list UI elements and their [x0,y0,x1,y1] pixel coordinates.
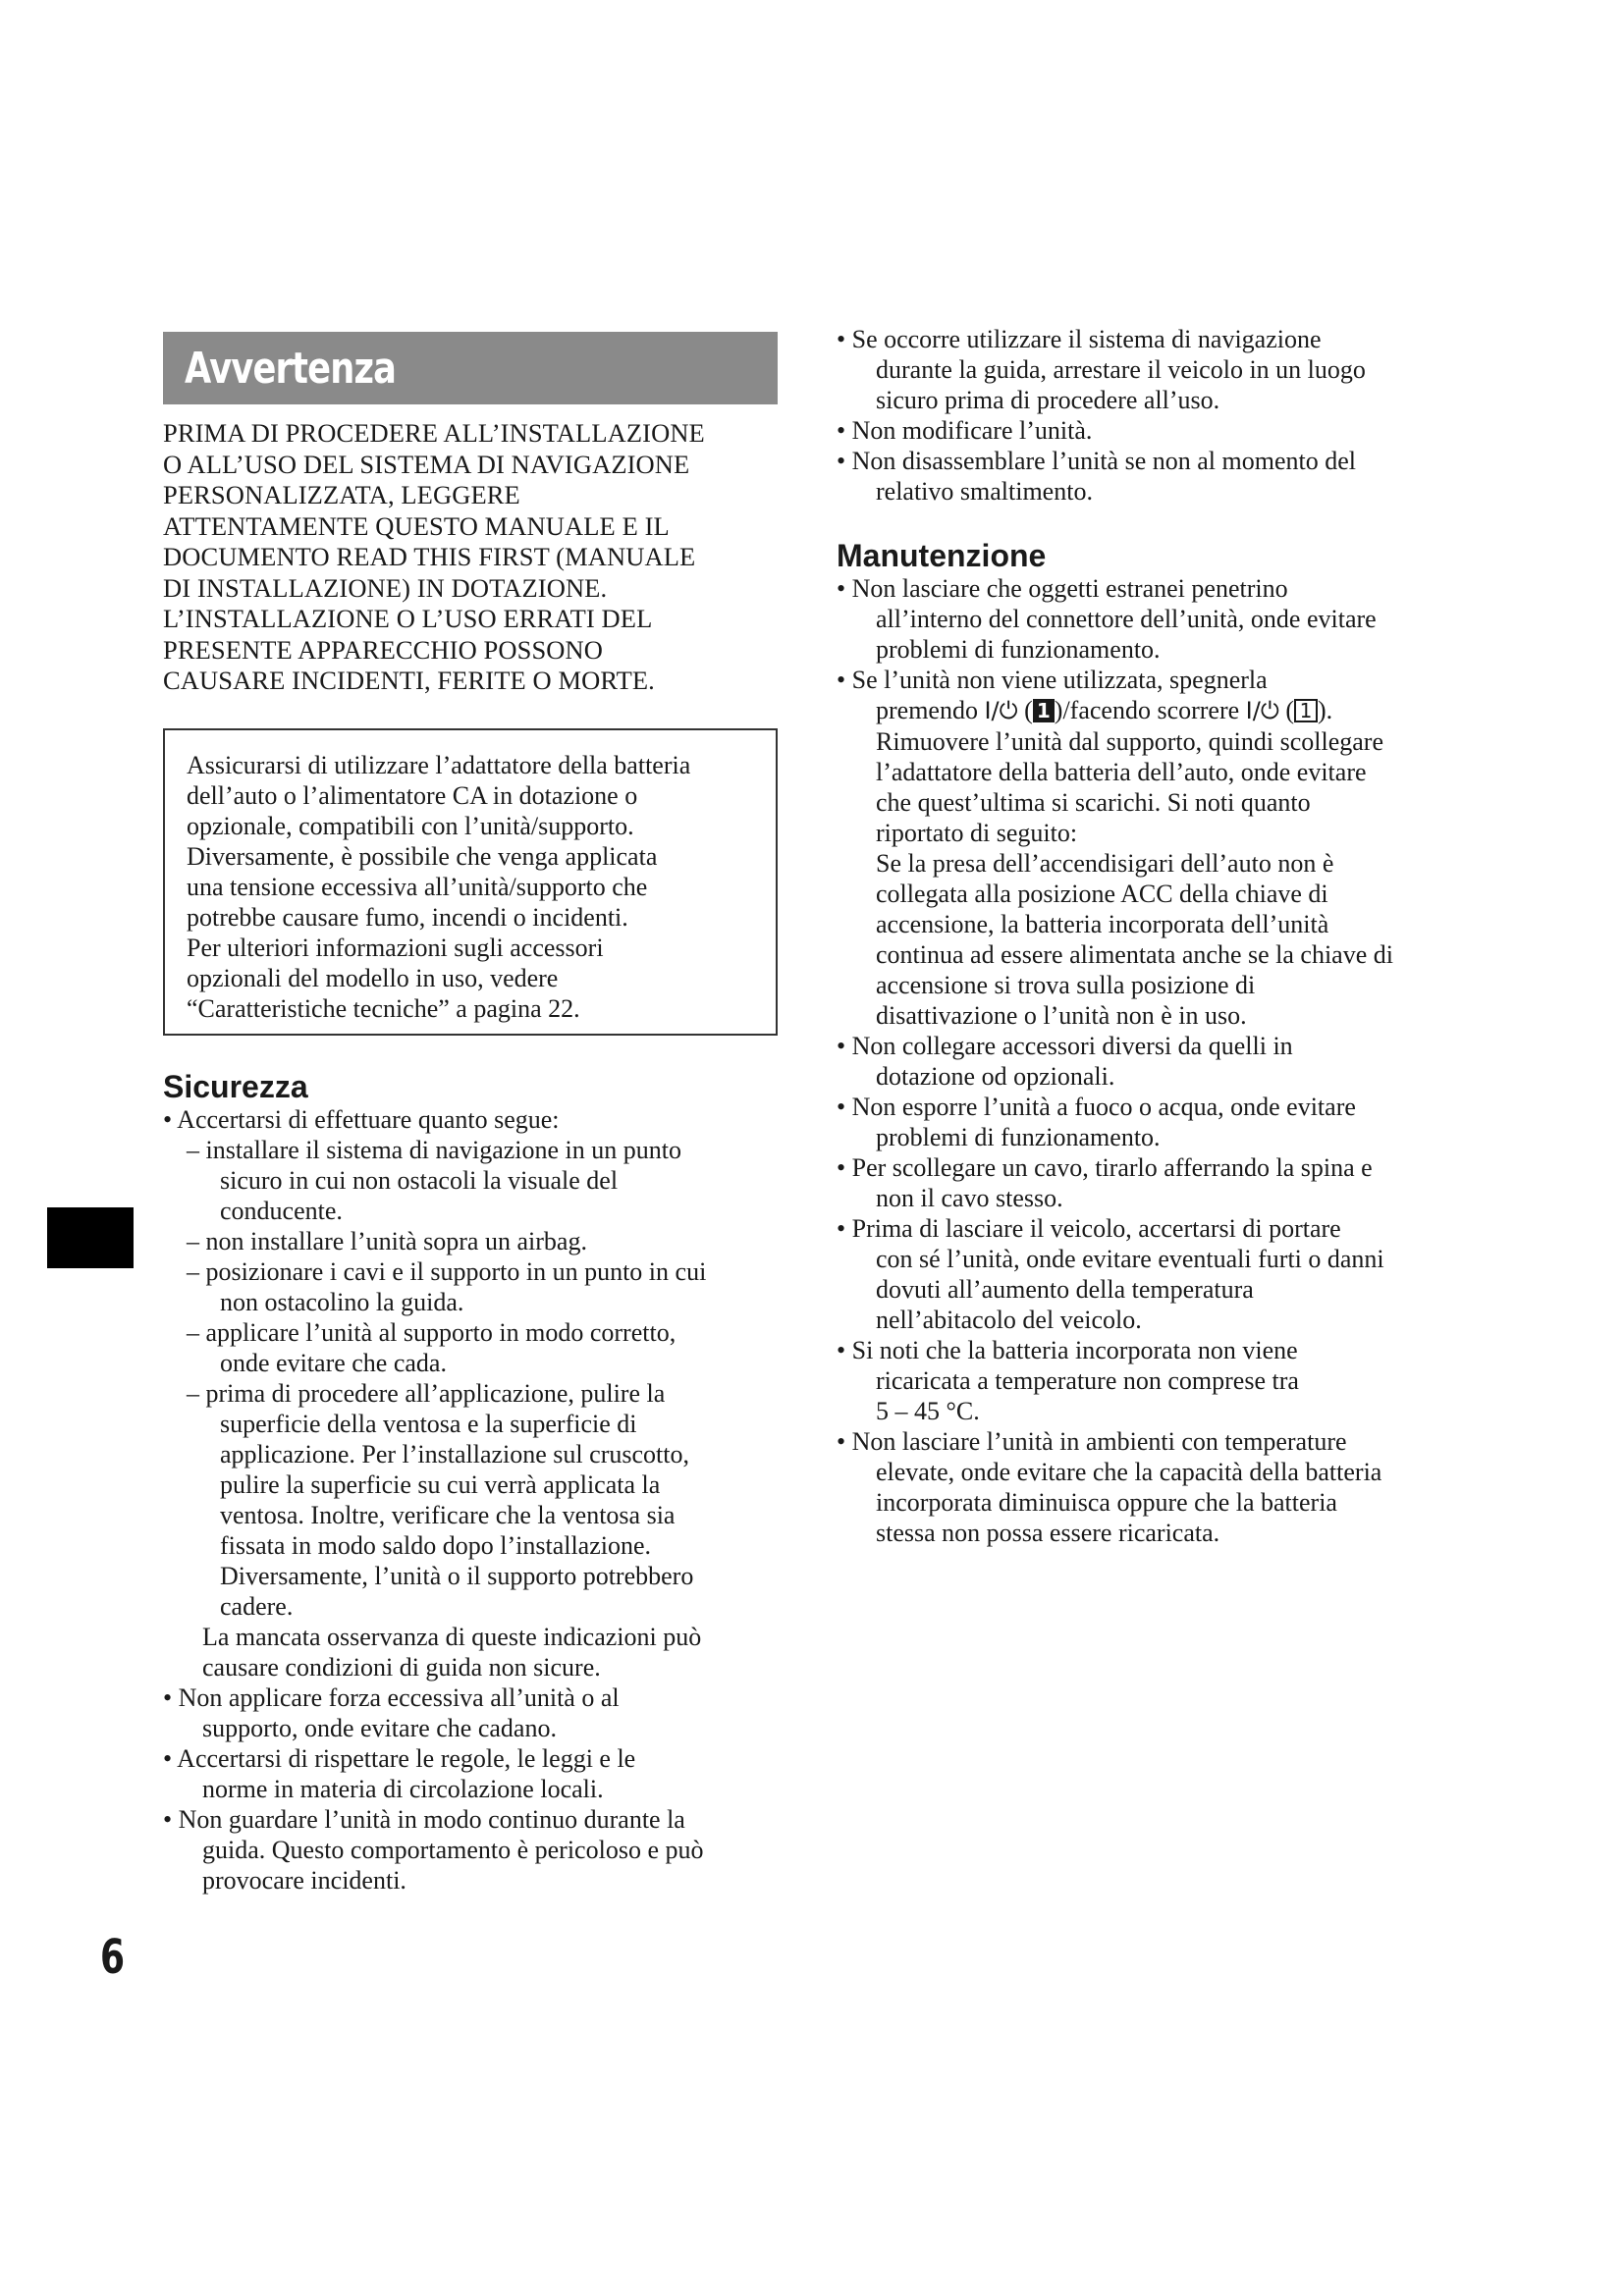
list-item: 5 – 45 °C. [876,1397,980,1425]
list-item: fissata in modo saldo dopo l’installazione. [220,1530,652,1560]
list-item: dotazione od opzionali. [876,1062,1115,1091]
list-item: pulire la superficie su cui verrà applicata la [220,1469,661,1499]
power-icon: I/⏻ [1245,697,1279,724]
power-suffix: ). [1318,696,1333,724]
power-icon: I/⏻ [984,697,1018,724]
list-item: durante la guida, arrestare il veicolo in un luogo [876,355,1366,384]
list-item: sicuro in cui non ostacoli la visuale del [220,1165,619,1195]
warning-line: L’INSTALLAZIONE O L’USO ERRATI DEL [163,604,653,633]
power-prefix: premendo [876,696,985,724]
warning-text [163,418,780,697]
section-heading-manutenzione: Manutenzione [837,538,1047,573]
notice-line: potrebbe causare fumo, incendi o incidenti. [187,902,628,932]
list-item: • Non applicare forza eccessiva all’unità o al [163,1682,620,1712]
warning-line: PERSONALIZZATA, LEGGERE [163,480,520,509]
sicurezza-list [163,1104,780,1896]
page-number: 6 [100,1930,126,1985]
list-item: che quest’ultima si scarichi. Si noti quanto [876,788,1311,817]
power-middle: )/facendo scorrere [1054,696,1246,724]
list-item: applicazione. Per l’installazione sul cruscotto, [220,1439,689,1468]
list-item: – installare il sistema di navigazione in un punto [187,1135,682,1164]
list-item: • Non guardare l’unità in modo continuo durante la [163,1804,685,1834]
list-item: • Non lasciare l’unità in ambienti con temperature [837,1427,1347,1456]
left-column [163,332,780,1896]
section-heading-sicurezza: Sicurezza [163,1068,308,1104]
right-column [837,324,1465,1548]
notice-line: opzionale, compatibili con l’unità/supporto. [187,811,634,840]
list-item: cadere. [220,1591,294,1621]
list-item: provocare incidenti. [202,1865,406,1895]
list-item: • Se occorre utilizzare il sistema di navigazione [837,325,1322,353]
list-item: all’interno del connettore dell’unità, onde evitare [876,605,1377,633]
warning-line: CAUSARE INCIDENTI, FERITE O MORTE. [163,666,655,695]
list-item: causare condizioni di guida non sicure. [202,1652,601,1682]
list-item: problemi di funzionamento. [876,635,1161,664]
list-item: ventosa. Inoltre, verificare che la ventosa sia [220,1500,676,1529]
title-bar [163,332,778,404]
list-item: • Prima di lasciare il veicolo, accertarsi di portare [837,1214,1341,1243]
list-item: • Accertarsi di effettuare quanto segue: [163,1104,560,1134]
list-item: Diversamente, l’unità o il supporto potrebbero [220,1561,694,1590]
list-item: La mancata osservanza di queste indicazioni può [202,1622,702,1651]
notice-line: Assicurarsi di utilizzare l’adattatore della batteria [187,750,691,779]
list-item: conducente. [220,1196,343,1225]
list-item: non ostacolino la guida. [220,1287,464,1316]
list-item: incorporata diminuisca oppure che la batteria [876,1488,1337,1517]
list-item: ricaricata a temperature non comprese tra [876,1366,1299,1395]
list-item: nell’abitacolo del veicolo. [876,1306,1142,1334]
list-item: dovuti all’aumento della temperatura [876,1275,1254,1304]
list-item: • Se l’unità non viene utilizzata, spegnerla [837,666,1268,694]
list-item: l’adattatore della batteria dell’auto, onde evitare [876,758,1367,786]
right-top-list [837,324,1465,507]
list-item: • Per scollegare un cavo, tirarlo afferrando la spina e [837,1153,1373,1182]
warning-line: PRIMA DI PROCEDERE ALL’INSTALLAZIONE [163,418,705,448]
callout-badge-filled: 1 [1033,699,1055,722]
section-tab-marker [47,1207,134,1268]
list-item: accensione si trova sulla posizione di [876,971,1256,999]
list-item: Se la presa dell’accendisigari dell’auto non è [876,849,1334,878]
notice-line: “Caratteristiche tecniche” a pagina 22. [187,993,580,1023]
list-item: elevate, onde evitare che la capacità della batteria [876,1458,1382,1486]
notice-line: Per ulteriori informazioni sugli accessori [187,933,604,962]
warning-line: DI INSTALLAZIONE) IN DOTAZIONE. [163,572,608,603]
notice-box [163,728,778,1036]
list-item: – applicare l’unità al supporto in modo corretto, [187,1317,677,1347]
list-item: • Non disassemblare l’unità se non al momento del [837,447,1356,475]
list-item: superficie della ventosa e la superficie di [220,1409,637,1438]
list-item: • Si noti che la batteria incorporata non viene [837,1336,1298,1364]
warning-line: DOCUMENTO READ THIS FIRST (MANUALE [163,542,696,571]
list-item: Rimuovere l’unità dal supporto, quindi scollegare [876,727,1383,756]
notice-line: opzionali del modello in uso, vedere [187,963,559,992]
list-item: relativo smaltimento. [876,477,1093,506]
list-item: con sé l’unità, onde evitare eventuali furti o danni [876,1245,1384,1273]
list-item: supporto, onde evitare che cadano. [202,1713,557,1742]
notice-line: dell’auto o l’alimentatore CA in dotazione o [187,780,638,810]
list-item: riportato di seguito: [876,819,1078,847]
manutenzione-list [837,573,1465,1548]
list-item: continua ad essere alimentata anche se la chiave di [876,940,1393,969]
list-item: collegata alla posizione ACC della chiave di [876,880,1328,908]
list-item: non il cavo stesso. [876,1184,1063,1212]
list-item: – prima di procedere all’applicazione, pulire la [187,1378,666,1408]
warning-line: O ALL’USO DEL SISTEMA DI NAVIGAZIONE [163,449,690,479]
list-item: • Accertarsi di rispettare le regole, le leggi e le [163,1743,636,1773]
list-item: disattivazione o l’unità non è in uso. [876,1001,1247,1030]
warning-line: PRESENTE APPARECCHIO POSSONO [163,634,604,665]
list-item: – posizionare i cavi e il supporto in un punto in cui [187,1256,707,1286]
power-instruction-line: premendo I/⏻ ( 1 )/facendo scorrere I/⏻ ( 1 ). [876,696,1333,724]
list-item: sicuro prima di procedere all’uso. [876,386,1220,414]
notice-line: Diversamente, è possibile che venga applicata [187,841,658,871]
list-item: stessa non possa essere ricaricata. [876,1519,1220,1547]
list-item: • Non collegare accessori diversi da quelli in [837,1032,1293,1060]
list-item: • Non modificare l’unità. [837,416,1093,445]
warning-line: ATTENTAMENTE QUESTO MANUALE E IL [163,510,670,541]
page-title: Avvertenza [185,343,397,394]
list-item: • Non esporre l’unità a fuoco o acqua, onde evitare [837,1093,1356,1121]
list-item: norme in materia di circolazione locali. [202,1774,604,1803]
list-item: problemi di funzionamento. [876,1123,1161,1151]
list-item: accensione, la batteria incorporata dell’unità [876,910,1329,938]
list-item: onde evitare che cada. [220,1348,447,1377]
callout-badge-outline: 1 [1294,699,1318,722]
list-item: – non installare l’unità sopra un airbag. [187,1226,587,1255]
notice-line: una tensione eccessiva all’unità/supporto che [187,872,648,901]
list-item: guida. Questo comportamento è pericoloso e può [202,1835,704,1864]
list-item: • Non lasciare che oggetti estranei penetrino [837,574,1288,603]
